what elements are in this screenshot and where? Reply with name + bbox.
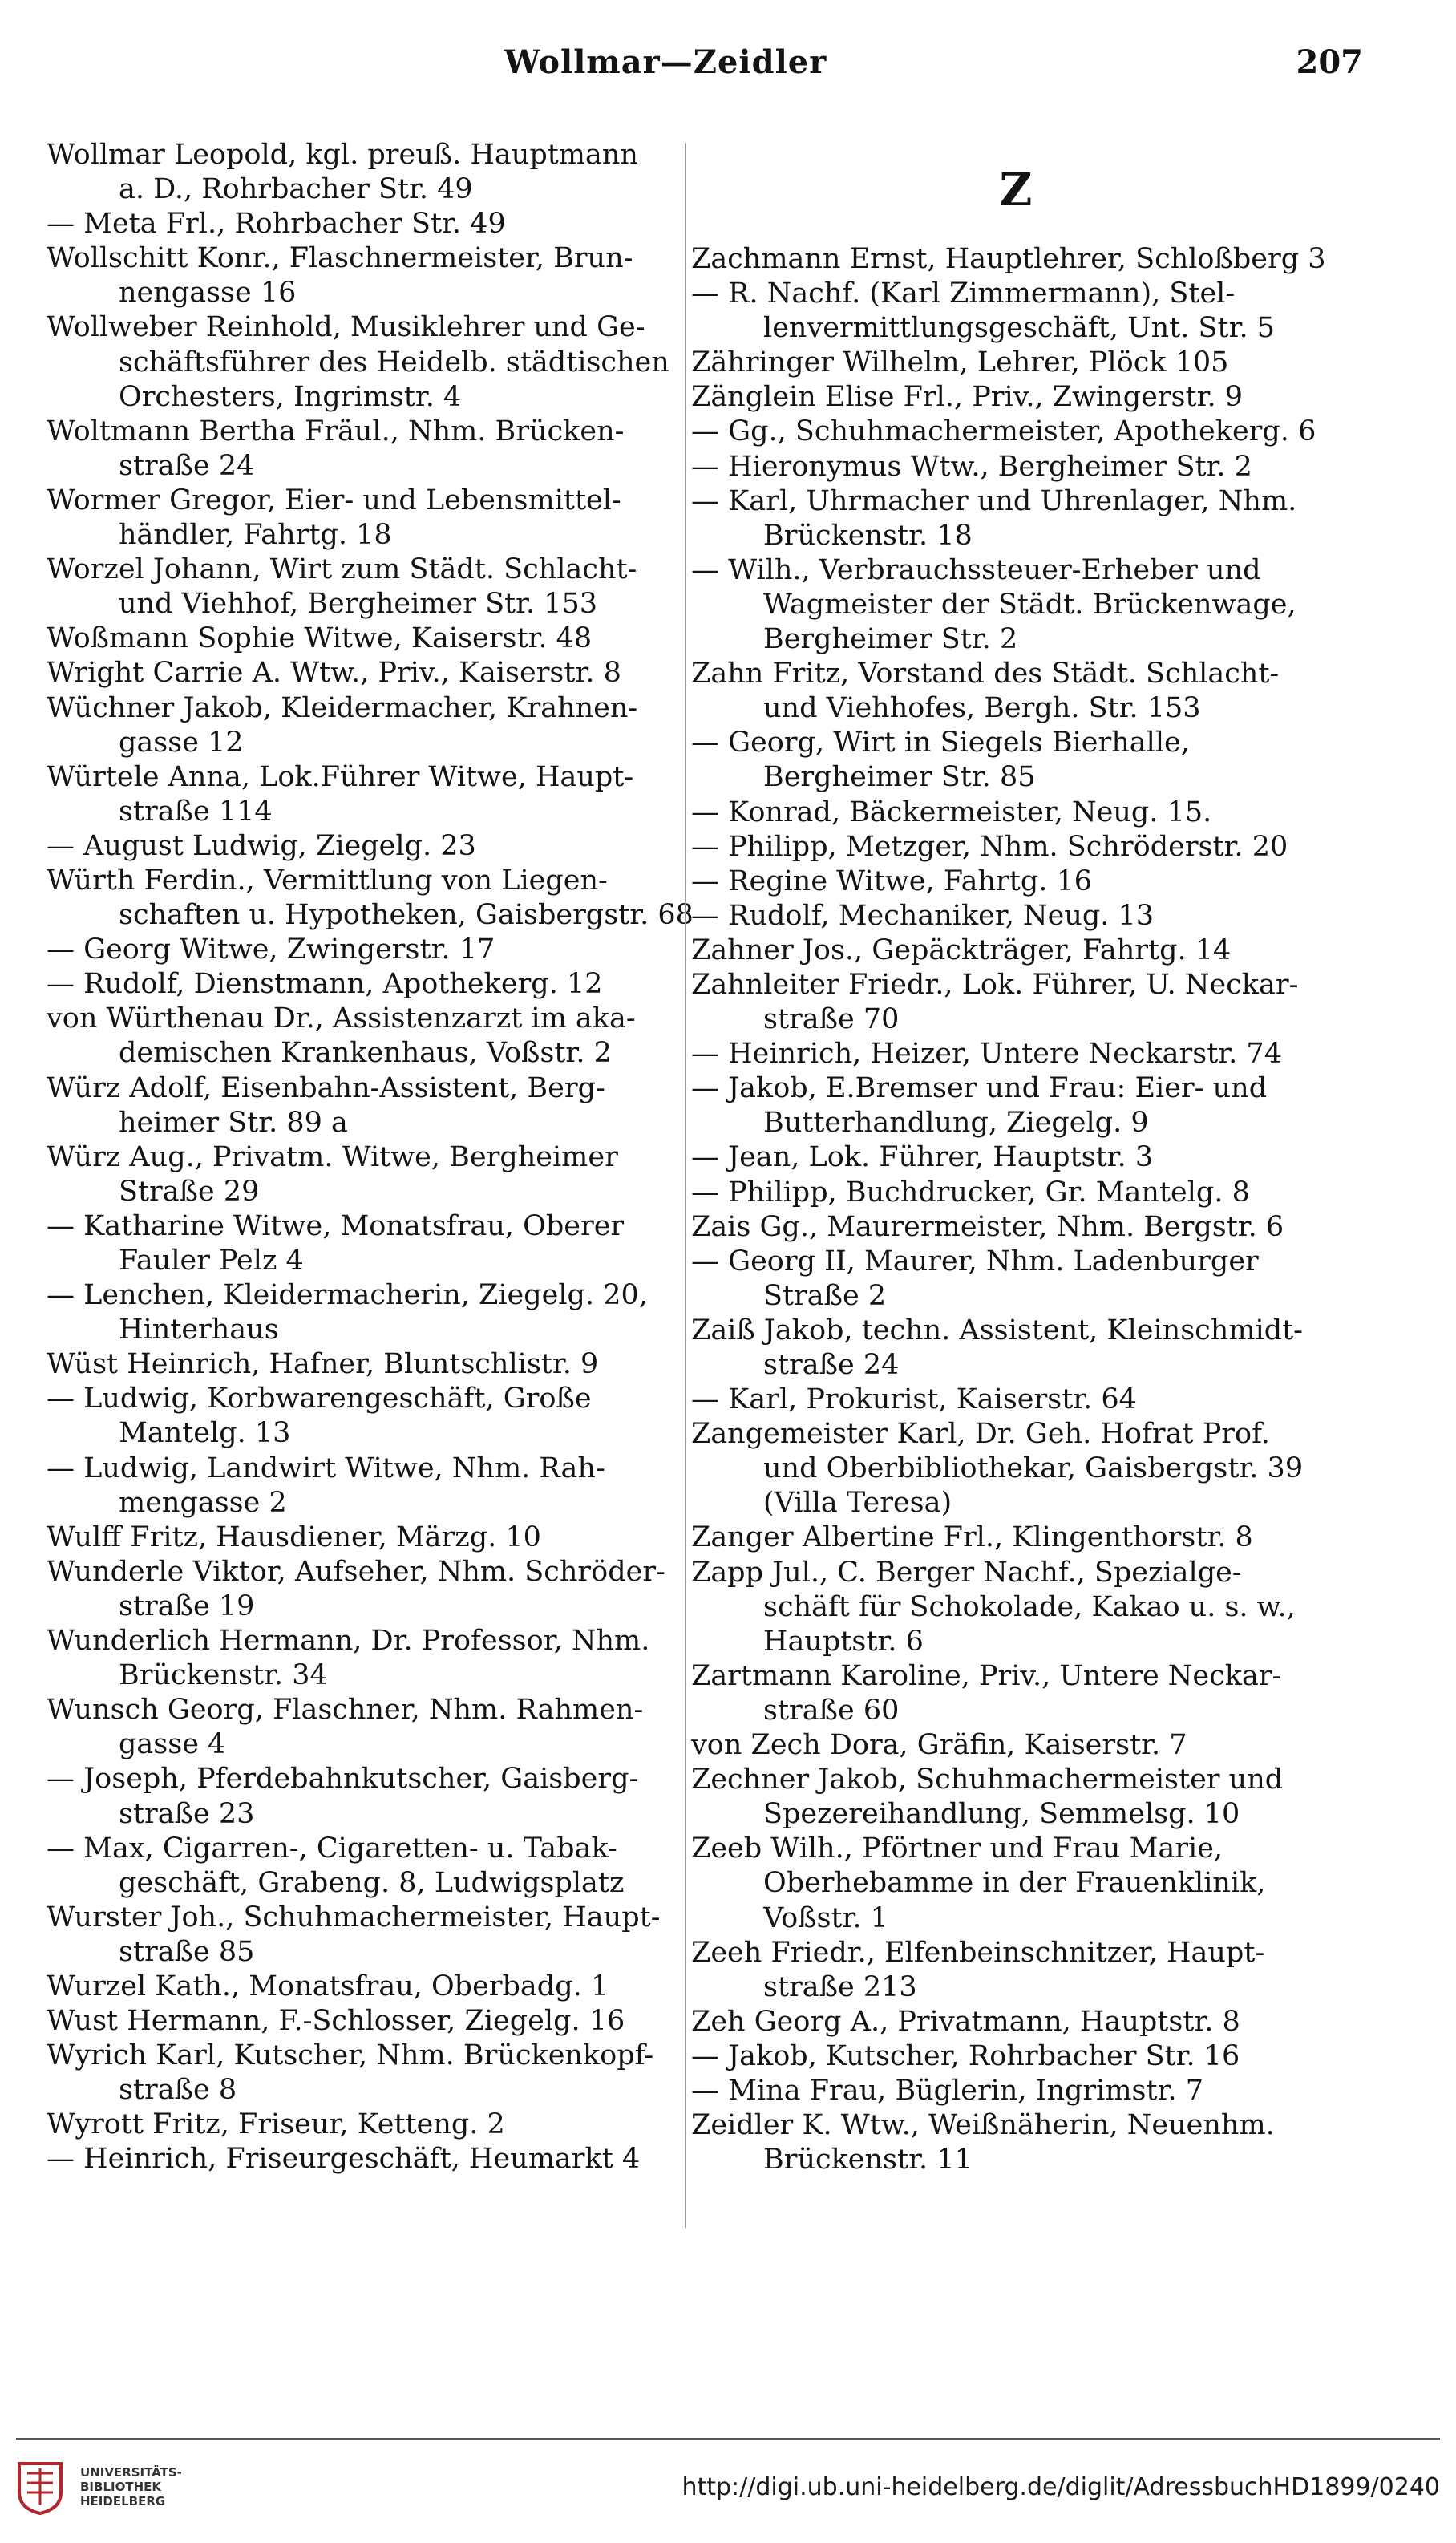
directory-entry xyxy=(691,346,1341,380)
entry-continuation: Straße 29 xyxy=(119,1175,260,1208)
section-letter: Z xyxy=(999,164,1033,217)
entry-continuation: straße 24 xyxy=(763,1349,900,1381)
entry-continuation: schaften u. Hypotheken, Gaisbergstr. 68 xyxy=(119,899,694,932)
entry-continuation: a. D., Rohrbacher Str. 49 xyxy=(119,173,473,206)
entry-line: — Philipp, Metzger, Nhm. Schröderstr. 20 xyxy=(691,830,1288,863)
left-column xyxy=(47,138,696,2177)
directory-entry xyxy=(47,241,696,310)
directory-entry xyxy=(47,553,696,622)
library-name-line: HEIDELBERG xyxy=(80,2494,166,2509)
entry-line: — Gg., Schuhmachermeister, Apothekerg. 6 xyxy=(691,415,1316,448)
entry-continuation: Hinterhaus xyxy=(119,1314,279,1346)
entry-continuation: Spezereihandlung, Semmelsg. 10 xyxy=(763,1798,1240,1831)
directory-entry xyxy=(47,1832,696,1901)
entry-continuation: lenvermittlungsgeschäft, Unt. Str. 5 xyxy=(763,312,1275,345)
entry-line: — R. Nachf. (Karl Zimmermann), Stel- xyxy=(691,277,1236,310)
directory-entry xyxy=(47,967,696,1002)
entry-line: Wunderlich Hermann, Dr. Professor, Nhm. xyxy=(47,1625,650,1658)
directory-entry xyxy=(691,450,1341,484)
directory-entry xyxy=(47,1140,696,1209)
entry-line: Wollmar Leopold, kgl. preuß. Hauptmann xyxy=(47,139,638,171)
directory-entry xyxy=(691,1140,1341,1175)
directory-entry xyxy=(47,1002,696,1071)
directory-entry xyxy=(691,277,1341,346)
directory-entry xyxy=(691,1728,1341,1763)
directory-entry xyxy=(691,553,1341,657)
directory-entry xyxy=(47,1209,696,1278)
entry-continuation: Butterhandlung, Ziegelg. 9 xyxy=(763,1107,1149,1140)
entry-line: Zahn Fritz, Vorstand des Städt. Schlacht- xyxy=(691,658,1280,690)
directory-entry xyxy=(47,1624,696,1693)
directory-entry xyxy=(691,1383,1341,1417)
entry-line: — Wilh., Verbrauchssteuer-Erheber und xyxy=(691,553,1261,586)
entry-line: — Joseph, Pferdebahnkutscher, Gaisberg- xyxy=(47,1763,639,1796)
entry-line: Zahnleiter Friedr., Lok. Führer, U. Neckar- xyxy=(691,968,1299,1001)
directory-entry xyxy=(691,830,1341,865)
directory-entry xyxy=(691,2074,1341,2108)
entry-line: Zähringer Wilhelm, Lehrer, Plöck 105 xyxy=(691,346,1229,379)
entry-line: — Jean, Lok. Führer, Hauptstr. 3 xyxy=(691,1141,1154,1174)
directory-entry xyxy=(691,1245,1341,1314)
entry-line: Zeh Georg A., Privatmann, Hauptstr. 8 xyxy=(691,2005,1240,2038)
entry-line: — Ludwig, Landwirt Witwe, Nhm. Rah- xyxy=(47,1452,605,1484)
directory-entry xyxy=(47,2108,696,2142)
entry-line: Wormer Gregor, Eier- und Lebensmittel- xyxy=(47,484,621,516)
directory-entry xyxy=(47,691,696,760)
entry-line: Würz Adolf, Eisenbahn-Assistent, Berg- xyxy=(47,1071,605,1104)
directory-entry xyxy=(691,415,1341,449)
directory-entry xyxy=(47,933,696,967)
directory-entry xyxy=(691,1417,1341,1521)
entry-line: — Katharine Witwe, Monatsfrau, Oberer xyxy=(47,1209,625,1242)
entry-line: — Georg II, Maurer, Nhm. Ladenburger xyxy=(691,1245,1259,1278)
entry-line: Wunsch Georg, Flaschner, Nhm. Rahmen- xyxy=(47,1694,644,1727)
entry-line: Würth Ferdin., Vermittlung von Liegen- xyxy=(47,864,608,897)
entry-continuation: Bergheimer Str. 2 xyxy=(763,623,1018,656)
entry-continuation: gasse 12 xyxy=(119,726,244,759)
entry-line: Worzel Johann, Wirt zum Städt. Schlacht- xyxy=(47,553,637,586)
directory-entry xyxy=(47,415,696,484)
entry-continuation: straße 114 xyxy=(119,795,273,828)
entry-line: Zahner Jos., Gepäckträger, Fahrtg. 14 xyxy=(691,933,1232,966)
entry-line: Wurster Joh., Schuhmachermeister, Haupt- xyxy=(47,1901,661,1934)
entry-line: Zachmann Ernst, Hauptlehrer, Schloßberg 3 xyxy=(691,243,1326,275)
entry-continuation: Brückenstr. 18 xyxy=(763,519,973,552)
entry-continuation: Bergheimer Str. 85 xyxy=(763,761,1036,794)
entry-line: — Rudolf, Mechaniker, Neug. 13 xyxy=(691,899,1155,932)
entry-continuation: Wagmeister der Städt. Brückenwage, xyxy=(763,588,1296,621)
entry-line: Würtele Anna, Lok.Führer Witwe, Haupt- xyxy=(47,760,634,793)
library-name-line: BIBLIOTHEK xyxy=(80,2480,161,2494)
entry-continuation: geschäft, Grabeng. 8, Ludwigsplatz xyxy=(119,1866,625,1899)
entry-continuation: straße 24 xyxy=(119,449,255,482)
entry-continuation: (Villa Teresa) xyxy=(763,1487,952,1520)
directory-entry xyxy=(47,1347,696,1382)
entry-line: — Max, Cigarren-, Cigaretten- u. Tabak- xyxy=(47,1832,617,1865)
entry-line: — Lenchen, Kleidermacherin, Ziegelg. 20, xyxy=(47,1279,648,1312)
entry-line: — Ludwig, Korbwarengeschäft, Große xyxy=(47,1383,592,1415)
directory-entry xyxy=(47,1555,696,1624)
page-footer xyxy=(0,2438,1456,2543)
directory-entry xyxy=(691,2108,1341,2177)
entry-line: Zaiß Jakob, techn. Assistent, Kleinschmidt- xyxy=(691,1314,1303,1346)
entry-line: von Würthenau Dr., Assistenzarzt im aka- xyxy=(47,1002,636,1035)
entry-line: — Heinrich, Friseurgeschäft, Heumarkt 4 xyxy=(47,2143,641,2176)
column-divider xyxy=(685,143,686,2228)
entry-continuation: nengasse 16 xyxy=(119,277,297,310)
entry-line: Wollschitt Konr., Flaschnermeister, Brun- xyxy=(47,242,633,275)
entry-continuation: straße 23 xyxy=(119,1797,255,1830)
directory-entry xyxy=(47,1382,696,1451)
directory-entry xyxy=(691,1314,1341,1383)
directory-entry xyxy=(47,1970,696,2004)
page-header xyxy=(0,38,1456,87)
entry-line: Zechner Jakob, Schuhmachermeister und xyxy=(691,1763,1284,1796)
directory-entry xyxy=(47,2039,696,2108)
entry-continuation: und Oberbibliothekar, Gaisbergstr. 39 xyxy=(763,1452,1304,1485)
library-name-line: UNIVERSITÄTS- xyxy=(80,2465,182,2480)
entry-continuation: Hauptstr. 6 xyxy=(763,1625,924,1658)
entry-line: Wright Carrie A. Wtw., Priv., Kaiserstr. 8 xyxy=(47,657,621,690)
directory-entry xyxy=(47,138,696,207)
directory-entry xyxy=(47,760,696,829)
right-column xyxy=(691,138,1341,2177)
entry-line: Wüst Heinrich, Hafner, Bluntschlistr. 9 xyxy=(47,1348,599,1381)
entry-line: — Georg Witwe, Zwingerstr. 17 xyxy=(47,933,495,966)
entry-line: Zais Gg., Maurermeister, Nhm. Bergstr. 6 xyxy=(691,1210,1284,1243)
entry-continuation: Straße 2 xyxy=(763,1279,887,1312)
entry-continuation: schäftsführer des Heidelb. städtischen xyxy=(119,346,669,379)
entry-continuation: Oberhebamme in der Frauenklinik, xyxy=(763,1867,1266,1900)
entry-line: — Karl, Uhrmacher und Uhrenlager, Nhm. xyxy=(691,484,1297,517)
entry-continuation: straße 70 xyxy=(763,1003,900,1036)
entry-line: — Meta Frl., Rohrbacher Str. 49 xyxy=(47,208,506,241)
directory-entry xyxy=(691,1832,1341,1935)
directory-entry xyxy=(47,656,696,690)
entry-line: von Zech Dora, Gräfin, Kaiserstr. 7 xyxy=(691,1729,1187,1762)
directory-entry xyxy=(47,622,696,656)
directory-entry xyxy=(691,1071,1341,1140)
entry-line: Zartmann Karoline, Priv., Untere Neckar- xyxy=(691,1659,1282,1692)
entry-continuation: mengasse 2 xyxy=(119,1486,287,1519)
entry-continuation: gasse 4 xyxy=(119,1728,226,1761)
directory-entry xyxy=(47,829,696,864)
entry-line: Woßmann Sophie Witwe, Kaiserstr. 48 xyxy=(47,622,593,655)
directory-entry xyxy=(691,796,1341,830)
entry-line: — Mina Frau, Büglerin, Ingrimstr. 7 xyxy=(691,2074,1203,2107)
entry-line: Zangemeister Karl, Dr. Geh. Hofrat Prof. xyxy=(691,1418,1270,1451)
directory-entry xyxy=(47,484,696,553)
directory-entry xyxy=(691,1936,1341,2005)
entry-line: Zeidler K. Wtw., Weißnäherin, Neuenhm. xyxy=(691,2109,1275,2142)
directory-entry xyxy=(691,1763,1341,1832)
entry-line: — Konrad, Bäckermeister, Neug. 15. xyxy=(691,796,1212,828)
entry-continuation: Orchesters, Ingrimstr. 4 xyxy=(119,380,462,413)
directory-entry xyxy=(691,380,1341,415)
entry-continuation: Brückenstr. 11 xyxy=(763,2144,973,2177)
footer-rule xyxy=(16,2438,1440,2440)
entry-line: — Jakob, Kutscher, Rohrbacher Str. 16 xyxy=(691,2039,1240,2072)
directory-entry xyxy=(47,207,696,241)
entry-continuation: demischen Krankenhaus, Voßstr. 2 xyxy=(119,1037,612,1070)
directory-entry xyxy=(47,1278,696,1347)
directory-entry xyxy=(691,1037,1341,1071)
entry-line: — Karl, Prokurist, Kaiserstr. 64 xyxy=(691,1383,1137,1416)
directory-entry xyxy=(691,968,1341,1037)
directory-entry xyxy=(691,1176,1341,1210)
entry-line: — Philipp, Buchdrucker, Gr. Mantelg. 8 xyxy=(691,1176,1250,1209)
entry-line: — Jakob, E.Bremser und Frau: Eier- und xyxy=(691,1072,1268,1105)
entry-continuation: und Viehhofes, Bergh. Str. 153 xyxy=(763,692,1201,725)
entry-line: Woltmann Bertha Fräul., Nhm. Brücken- xyxy=(47,415,625,447)
entry-line: Zapp Jul., C. Berger Nachf., Spezialge- xyxy=(691,1556,1242,1589)
entry-line: Wurzel Kath., Monatsfrau, Oberbadg. 1 xyxy=(47,1970,609,2002)
directory-entry xyxy=(47,310,696,414)
directory-entry xyxy=(47,1693,696,1762)
directory-entry xyxy=(691,242,1341,277)
entry-continuation: Voßstr. 1 xyxy=(763,1901,888,1934)
entry-line: Zeeb Wilh., Pförtner und Frau Marie, xyxy=(691,1832,1223,1865)
entry-line: — August Ludwig, Ziegelg. 23 xyxy=(47,829,476,862)
entry-continuation: straße 19 xyxy=(119,1589,255,1622)
library-seal-icon xyxy=(16,2460,64,2515)
directory-entry xyxy=(691,1659,1341,1728)
entry-line: Wüchner Jakob, Kleidermacher, Krahnen- xyxy=(47,691,638,724)
directory-entry xyxy=(47,2004,696,2039)
entry-continuation: straße 8 xyxy=(119,2074,237,2107)
entry-line: Wulff Fritz, Hausdiener, Märzg. 10 xyxy=(47,1521,541,1553)
entry-continuation: Fauler Pelz 4 xyxy=(119,1245,304,1277)
entry-continuation: straße 213 xyxy=(763,1970,917,2003)
directory-entry xyxy=(691,1210,1341,1245)
entry-line: — Regine Witwe, Fahrtg. 16 xyxy=(691,865,1093,897)
directory-entry xyxy=(691,1521,1341,1555)
running-title: Wollmar—Zeidler xyxy=(504,43,827,81)
entry-continuation: Brückenstr. 34 xyxy=(119,1659,328,1692)
entry-line: Wust Hermann, F.-Schlosser, Ziegelg. 16 xyxy=(47,2005,625,2038)
entry-line: Zeeh Friedr., Elfenbeinschnitzer, Haupt- xyxy=(691,1936,1265,1969)
directory-entry xyxy=(47,1762,696,1831)
entry-continuation: schäft für Schokolade, Kakao u. s. w., xyxy=(763,1590,1296,1623)
source-url[interactable]: http://digi.ub.uni-heidelberg.de/diglit/AdressbuchHD1899/0240 xyxy=(681,2473,1440,2501)
entry-line: Wyrott Fritz, Friseur, Ketteng. 2 xyxy=(47,2108,505,2141)
directory-entry xyxy=(691,657,1341,726)
entry-line: — Rudolf, Dienstmann, Apothekerg. 12 xyxy=(47,968,603,1001)
entry-line: — Hieronymus Wtw., Bergheimer Str. 2 xyxy=(691,450,1252,483)
directory-entry xyxy=(691,1556,1341,1659)
directory-entry xyxy=(47,1071,696,1140)
entry-line: — Georg, Wirt in Siegels Bierhalle, xyxy=(691,727,1190,759)
directory-entry xyxy=(47,1521,696,1555)
directory-entry xyxy=(47,1901,696,1970)
entry-line: Wollweber Reinhold, Musiklehrer und Ge- xyxy=(47,311,645,344)
directory-entry xyxy=(691,865,1341,899)
library-name xyxy=(80,2465,182,2509)
directory-entry xyxy=(691,933,1341,968)
directory-entry xyxy=(47,2142,696,2177)
page-number: 207 xyxy=(1296,43,1363,81)
directory-entry xyxy=(691,484,1341,553)
entry-line: Zänglein Elise Frl., Priv., Zwingerstr. 9 xyxy=(691,381,1243,414)
directory-entry xyxy=(691,726,1341,795)
entry-continuation: heimer Str. 89 a xyxy=(119,1106,348,1139)
directory-entry xyxy=(691,899,1341,933)
directory-entry xyxy=(47,1452,696,1521)
entry-continuation: Mantelg. 13 xyxy=(119,1417,291,1450)
entry-continuation: straße 60 xyxy=(763,1694,900,1727)
entry-line: Zanger Albertine Frl., Klingenthorstr. 8 xyxy=(691,1521,1253,1554)
directory-entry xyxy=(691,2039,1341,2074)
entry-continuation: und Viehhof, Bergheimer Str. 153 xyxy=(119,588,598,621)
entry-line: Wyrich Karl, Kutscher, Nhm. Brückenkopf- xyxy=(47,2039,654,2072)
directory-entry xyxy=(47,864,696,933)
entry-line: — Heinrich, Heizer, Untere Neckarstr. 74 xyxy=(691,1038,1282,1071)
entry-line: Wunderle Viktor, Aufseher, Nhm. Schröder- xyxy=(47,1555,665,1588)
directory-entry xyxy=(691,2005,1341,2039)
entry-continuation: straße 85 xyxy=(119,1935,255,1968)
entry-line: Würz Aug., Privatm. Witwe, Bergheimer xyxy=(47,1140,618,1173)
entry-continuation: händler, Fahrtg. 18 xyxy=(119,519,392,552)
